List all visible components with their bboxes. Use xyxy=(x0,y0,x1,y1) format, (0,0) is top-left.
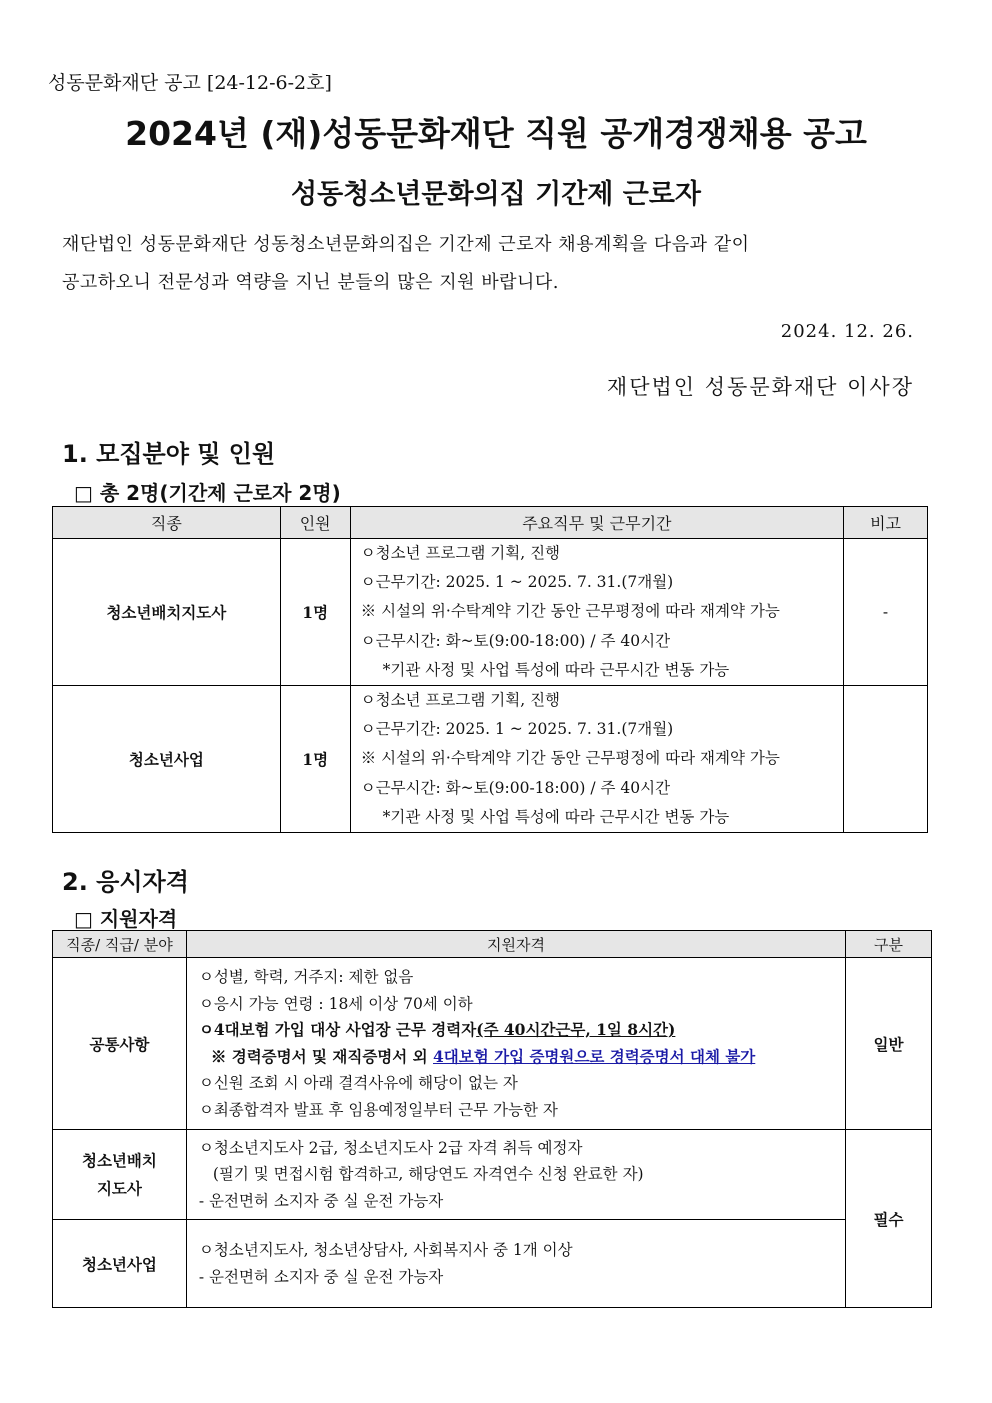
count-cell: 1명 xyxy=(280,686,350,833)
section-1-subheading: □ 총 2명(기간제 근로자 2명) xyxy=(74,481,341,505)
youth-program-qualification-cell xyxy=(186,1220,845,1308)
column-header: 비고 xyxy=(844,507,928,539)
page-title: 2024년 (재)성동문화재단 직원 공개경쟁채용 공고 xyxy=(125,114,867,153)
duty-line: ㅇ근무기간: 2025. 1 ~ 2025. 7. 31.(7개월) xyxy=(360,573,674,592)
qual-line: ㅇ청소년지도사 2급, 청소년지도사 2급 자격 취득 예정자 xyxy=(198,1138,583,1157)
qualification-table xyxy=(52,930,932,1308)
duty-line: ※ 시설의 위·수탁계약 기간 동안 근무평정에 따라 재계약 가능 xyxy=(360,749,780,768)
job-cell: 청소년배치지도사 xyxy=(53,539,281,686)
duty-line: ㅇ청소년 프로그램 기획, 진행 xyxy=(360,544,561,562)
qual-line: (필기 및 면접시험 합격하고, 해당연도 자격연수 신청 완료한 자) xyxy=(212,1165,644,1184)
qual-line: ㅇ응시 가능 연령 : 18세 이상 70세 이하 xyxy=(198,994,473,1013)
notice-number: 성동문화재단 공고 [24-12-6-2호] xyxy=(48,72,332,94)
count-cell: 1명 xyxy=(280,539,350,686)
table-row xyxy=(53,1130,932,1220)
column-header: 지원자격 xyxy=(186,931,845,958)
qual-line: ㅇ성별, 학력, 거주지: 제한 없음 xyxy=(198,968,414,986)
duty-line: ㅇ근무시간: 화~토(9:00-18:00) / 주 40시간 xyxy=(360,778,671,797)
recruitment-table xyxy=(52,506,928,833)
insurance-certificate-link[interactable]: 4대보험 가입 증명원으로 경력증명서 대체 불가 xyxy=(433,1046,756,1066)
note-cell: - xyxy=(844,539,928,686)
page-subtitle: 성동청소년문화의집 기간제 근로자 xyxy=(290,179,702,210)
duty-line: ㅇ근무기간: 2025. 1 ~ 2025. 7. 31.(7개월) xyxy=(360,720,674,739)
duty-line: *기관 사정 및 사업 특성에 따라 근무시간 변동 가능 xyxy=(382,660,730,679)
qual-line: ㅇ청소년지도사, 청소년상담사, 사회복지사 중 1개 이상 xyxy=(198,1241,573,1259)
label-line: 청소년배치 xyxy=(81,1150,157,1170)
issuer: 재단법인 성동문화재단 이사장 xyxy=(606,375,914,399)
notice-date: 2024. 12. 26. xyxy=(780,321,914,342)
table-row xyxy=(53,686,928,833)
table-row xyxy=(53,958,932,1130)
qual-line: ㅇ최종합격자 발표 후 임용예정일부터 근무 가능한 자 xyxy=(198,1100,558,1119)
section-2-heading: 2. 응시자격 xyxy=(62,868,189,896)
duty-line: ㅇ근무시간: 화~토(9:00-18:00) / 주 40시간 xyxy=(360,631,671,650)
category-cell: 필수 xyxy=(846,1130,932,1308)
youth-counselor-label-cell xyxy=(53,1130,187,1220)
duties-cell xyxy=(350,539,843,686)
label-line: 지도사 xyxy=(96,1178,142,1198)
qual-underlined-text: (주 40시간근무, 1일 8시간) xyxy=(476,1020,676,1039)
common-label-cell: 공통사항 xyxy=(53,958,187,1130)
column-header: 인원 xyxy=(280,507,350,539)
table-header-row xyxy=(53,507,928,539)
duty-line: ※ 시설의 위·수탁계약 기간 동안 근무평정에 따라 재계약 가능 xyxy=(360,602,780,621)
qual-text: ㅇ4대보험 가입 대상 사업장 근무 경력자 xyxy=(198,1020,477,1039)
duty-line: *기관 사정 및 사업 특성에 따라 근무시간 변동 가능 xyxy=(382,807,730,826)
qual-line xyxy=(199,1017,845,1044)
duties-cell xyxy=(350,686,843,833)
intro-line-1: 재단법인 성동문화재단 성동청소년문화의집은 기간제 근로자 채용계획을 다음과 같이 xyxy=(62,234,750,255)
qual-text: ※ 경력증명서 및 재직증명서 외 xyxy=(210,1046,434,1066)
qual-line: ㅇ신원 조회 시 아래 결격사유에 해당이 없는 자 xyxy=(198,1074,518,1092)
youth-program-label-cell: 청소년사업 xyxy=(53,1220,187,1308)
qual-line xyxy=(199,1044,845,1071)
duty-line: ㅇ청소년 프로그램 기획, 진행 xyxy=(360,691,561,710)
qual-line: - 운전면허 소지자 중 실 운전 가능자 xyxy=(198,1267,444,1286)
column-header: 직종 xyxy=(53,507,281,539)
table-row xyxy=(53,1220,932,1308)
common-qualification-cell xyxy=(186,958,845,1130)
section-1-heading: 1. 모집분야 및 인원 xyxy=(62,440,276,468)
intro-paragraph xyxy=(62,226,942,302)
table-header-row xyxy=(53,931,932,958)
youth-counselor-qualification-cell xyxy=(186,1130,845,1220)
category-cell: 일반 xyxy=(846,958,932,1130)
job-cell: 청소년사업 xyxy=(53,686,281,833)
table-row xyxy=(53,539,928,686)
column-header: 구분 xyxy=(846,931,932,958)
section-2-subheading: □ 지원자격 xyxy=(74,907,178,931)
intro-line-2: 공고하오니 전문성과 역량을 지닌 분들의 많은 지원 바랍니다. xyxy=(62,272,559,293)
note-cell xyxy=(844,686,928,833)
column-header: 직종/ 직급/ 분야 xyxy=(53,931,187,958)
qual-line: - 운전면허 소지자 중 실 운전 가능자 xyxy=(198,1191,444,1210)
column-header: 주요직무 및 근무기간 xyxy=(350,507,843,539)
